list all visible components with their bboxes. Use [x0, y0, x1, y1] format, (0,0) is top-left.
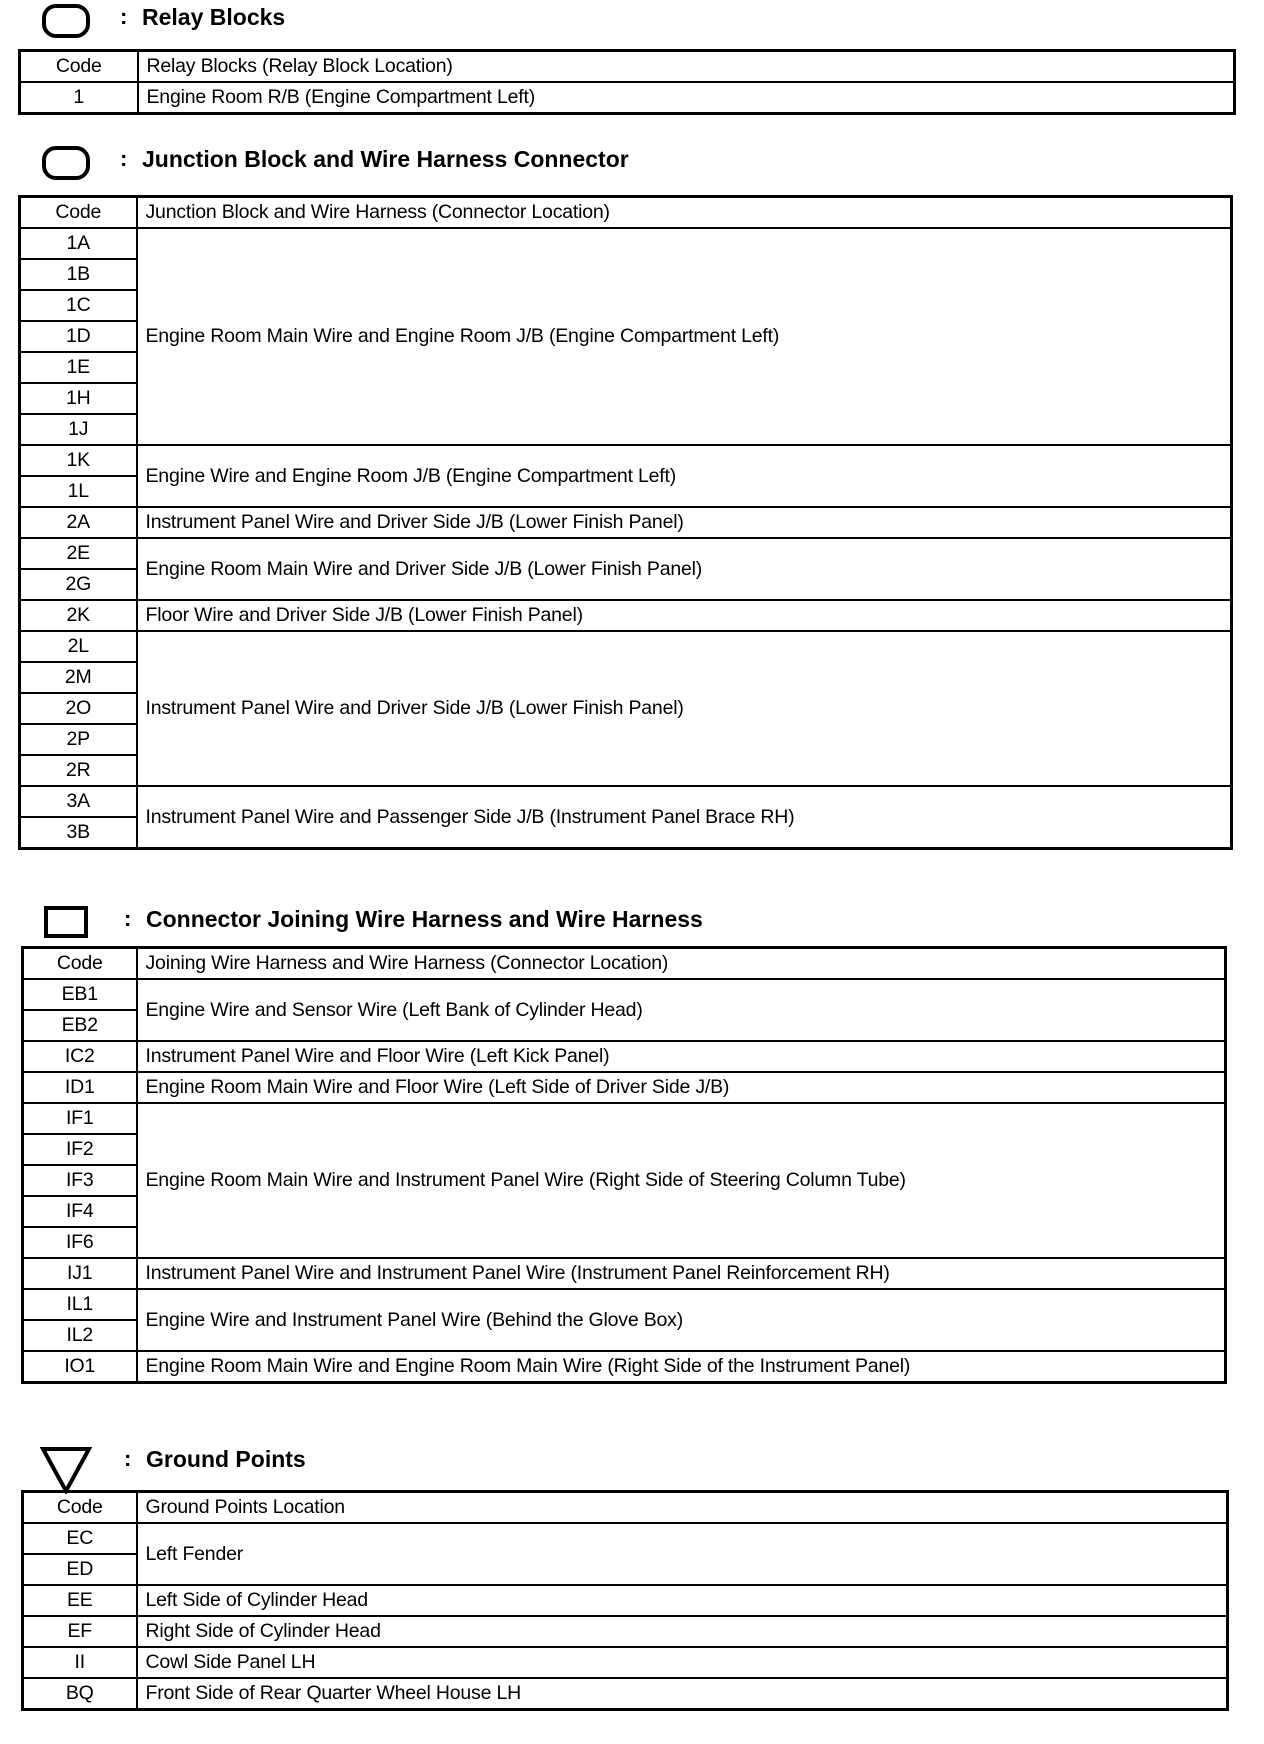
- column-header-code: Code: [23, 948, 137, 980]
- code-cell: IL1: [23, 1289, 137, 1320]
- heading-colon: :: [124, 906, 132, 931]
- table-header-row: [20, 197, 1232, 229]
- location-cell: Instrument Panel Wire and Driver Side J/B (Lower Finish Panel): [137, 631, 1232, 786]
- column-header-code: Code: [23, 1492, 137, 1524]
- heading-colon: :: [120, 146, 128, 171]
- code-cell: IF4: [23, 1196, 137, 1227]
- location-cell: Engine Room Main Wire and Engine Room J/B (Engine Compartment Left): [137, 228, 1232, 445]
- code-cell: 2M: [20, 662, 137, 693]
- code-cell: 2O: [20, 693, 137, 724]
- code-cell: 2E: [20, 538, 137, 569]
- code-cell: ED: [23, 1554, 137, 1585]
- location-cell: Engine Room Main Wire and Engine Room Main Wire (Right Side of the Instrument Panel): [137, 1351, 1226, 1383]
- table-row: [23, 1258, 1226, 1289]
- table-row: [23, 1103, 1226, 1134]
- code-cell: 1E: [20, 352, 137, 383]
- table-row: [23, 979, 1226, 1010]
- code-cell: 2L: [20, 631, 137, 662]
- heading-colon: :: [124, 1446, 132, 1471]
- rounded-rectangle-icon: [42, 146, 90, 180]
- column-header-location: Ground Points Location: [137, 1492, 1228, 1524]
- code-cell: IL2: [23, 1320, 137, 1351]
- square-icon: [44, 906, 88, 938]
- table-row: [23, 1351, 1226, 1383]
- code-cell: IF6: [23, 1227, 137, 1258]
- location-cell: Instrument Panel Wire and Instrument Panel Wire (Instrument Panel Reinforcement RH): [137, 1258, 1226, 1289]
- location-cell: Left Side of Cylinder Head: [137, 1585, 1228, 1616]
- code-cell: II: [23, 1647, 137, 1678]
- code-cell: IJ1: [23, 1258, 137, 1289]
- location-cell: Floor Wire and Driver Side J/B (Lower Finish Panel): [137, 600, 1232, 631]
- location-cell: Engine Room Main Wire and Driver Side J/B (Lower Finish Panel): [137, 538, 1232, 600]
- location-cell: Cowl Side Panel LH: [137, 1647, 1228, 1678]
- table-row: [23, 1678, 1228, 1710]
- column-header-code: Code: [20, 51, 138, 83]
- column-header-location: Joining Wire Harness and Wire Harness (Connector Location): [137, 948, 1226, 980]
- code-cell: 1H: [20, 383, 137, 414]
- code-cell: 1A: [20, 228, 137, 259]
- location-cell: Engine Wire and Sensor Wire (Left Bank of Cylinder Head): [137, 979, 1226, 1041]
- location-cell: Instrument Panel Wire and Passenger Side J/B (Instrument Panel Brace RH): [137, 786, 1232, 849]
- code-cell: EE: [23, 1585, 137, 1616]
- code-cell: 1B: [20, 259, 137, 290]
- code-cell: BQ: [23, 1678, 137, 1710]
- rounded-rectangle-icon: [42, 4, 90, 38]
- location-cell: Engine Room R/B (Engine Compartment Left): [138, 82, 1235, 114]
- code-cell: 3A: [20, 786, 137, 817]
- table-header-row: [23, 948, 1226, 980]
- code-cell: 1: [20, 82, 138, 114]
- section-title: Junction Block and Wire Harness Connector: [142, 146, 629, 172]
- location-cell: Engine Wire and Engine Room J/B (Engine Compartment Left): [137, 445, 1232, 507]
- section-title: Connector Joining Wire Harness and Wire Harness: [146, 906, 703, 932]
- relay-blocks-table: [18, 49, 1236, 115]
- column-header-code: Code: [20, 197, 137, 229]
- section-title: Relay Blocks: [142, 4, 286, 30]
- section-heading-ground-points: [20, 1446, 1220, 1490]
- code-cell: 2G: [20, 569, 137, 600]
- table-row: [20, 538, 1232, 569]
- location-cell: Engine Room Main Wire and Instrument Panel Wire (Right Side of Steering Column Tube): [137, 1103, 1226, 1258]
- table-row: [23, 1647, 1228, 1678]
- code-cell: 3B: [20, 817, 137, 849]
- code-cell: IF2: [23, 1134, 137, 1165]
- table-row: [20, 82, 1235, 114]
- table-row: [23, 1585, 1228, 1616]
- ground-points-table: [21, 1490, 1229, 1711]
- section-heading-junction-block: [20, 146, 1220, 190]
- code-cell: 2K: [20, 600, 137, 631]
- code-cell: IC2: [23, 1041, 137, 1072]
- junction-block-table: [18, 195, 1233, 850]
- table-row: [20, 631, 1232, 662]
- code-cell: 2A: [20, 507, 137, 538]
- location-cell: Right Side of Cylinder Head: [137, 1616, 1228, 1647]
- code-cell: 1K: [20, 445, 137, 476]
- code-cell: 2R: [20, 755, 137, 786]
- code-cell: 1D: [20, 321, 137, 352]
- location-cell: Engine Room Main Wire and Floor Wire (Left Side of Driver Side J/B): [137, 1072, 1226, 1103]
- code-cell: EF: [23, 1616, 137, 1647]
- table-header-row: [23, 1492, 1228, 1524]
- code-cell: EB1: [23, 979, 137, 1010]
- table-row: [20, 445, 1232, 476]
- table-row: [20, 228, 1232, 259]
- table-row: [23, 1523, 1228, 1554]
- code-cell: IO1: [23, 1351, 137, 1383]
- code-cell: 1J: [20, 414, 137, 445]
- section-heading-relay-blocks: [20, 4, 1220, 48]
- table-header-row: [20, 51, 1235, 83]
- table-row: [23, 1072, 1226, 1103]
- section-title: Ground Points: [146, 1446, 306, 1472]
- column-header-location: Junction Block and Wire Harness (Connector Location): [137, 197, 1232, 229]
- code-cell: ID1: [23, 1072, 137, 1103]
- table-row: [20, 507, 1232, 538]
- location-cell: Front Side of Rear Quarter Wheel House LH: [137, 1678, 1228, 1710]
- column-header-location: Relay Blocks (Relay Block Location): [138, 51, 1235, 83]
- table-row: [20, 600, 1232, 631]
- code-cell: EC: [23, 1523, 137, 1554]
- location-cell: Instrument Panel Wire and Floor Wire (Left Kick Panel): [137, 1041, 1226, 1072]
- code-cell: 1L: [20, 476, 137, 507]
- code-cell: 2P: [20, 724, 137, 755]
- table-row: [23, 1616, 1228, 1647]
- table-row: [20, 786, 1232, 817]
- table-row: [23, 1041, 1226, 1072]
- code-cell: EB2: [23, 1010, 137, 1041]
- location-cell: Left Fender: [137, 1523, 1228, 1585]
- table-row: [23, 1289, 1226, 1320]
- heading-colon: :: [120, 4, 128, 29]
- code-cell: IF3: [23, 1165, 137, 1196]
- connector-joining-table: [21, 946, 1227, 1384]
- code-cell: 1C: [20, 290, 137, 321]
- location-cell: Engine Wire and Instrument Panel Wire (Behind the Glove Box): [137, 1289, 1226, 1351]
- code-cell: IF1: [23, 1103, 137, 1134]
- location-cell: Instrument Panel Wire and Driver Side J/B (Lower Finish Panel): [137, 507, 1232, 538]
- section-heading-connector-joining: [20, 906, 1220, 950]
